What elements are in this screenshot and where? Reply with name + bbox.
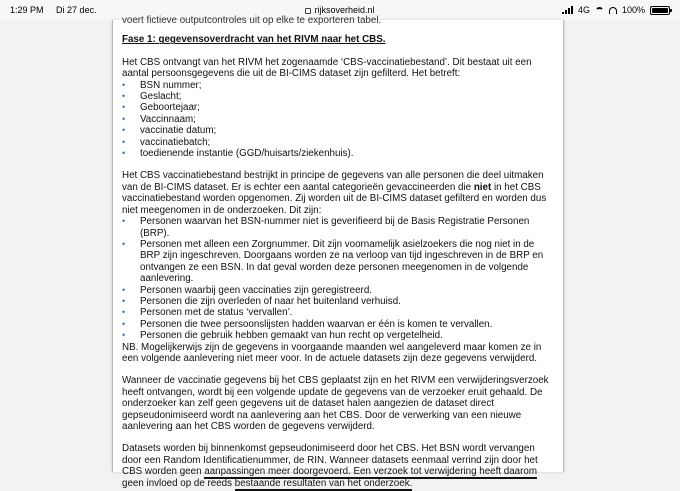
pseudonymisation-paragraph bbox=[122, 443, 555, 489]
list-item: • Personen die zijn overleden of naar het buitenland verhuisd. bbox=[122, 296, 555, 307]
pseudonymisation-text-1: Datasets worden bij binnenkomst gepseudonimiseerd door het CBS. Het BSN wordt vervangen door een Random Identificatienummer, de RIN. Wanneer datasets eenmaal verrind zijn door het CBS worden geen bbox=[122, 443, 538, 478]
note-paragraph: NB. Mogelijkerwijs zijn de gegevens in voorgaande maanden wel aangeleverd maar komen ze in een volgende aanlevering niet meer voor. In de actuele datasets zijn deze gegevens verwijderd. bbox=[122, 341, 542, 364]
list-item: • vaccinatiebatch; bbox=[122, 137, 555, 148]
intro-paragraph: Het CBS ontvangt van het RIVM het zogenaamde ‘CBS-vaccinatiebestand’. Dit bestaat uit een aantal persoonsgegevens die uit de BI-CIMS dataset zijn gefilterd. Het betreft: bbox=[122, 56, 532, 80]
exclusion-text-1: Het CBS vaccinatiebestand bestrijkt in principe de gegevens van alle personen die deel uitmaken van de BI-CIMS dataset. Er is echter een aantal categorieën gevaccineerden die bbox=[122, 170, 544, 193]
cellular-signal-icon bbox=[562, 6, 573, 14]
headphones-icon bbox=[609, 7, 617, 14]
battery-icon bbox=[650, 6, 670, 15]
section-heading: Fase 1: gegevensoverdracht van het RIVM naar het CBS. bbox=[122, 34, 386, 46]
list-item: • Vaccinnaam; bbox=[122, 114, 555, 125]
list-item: • Personen met de status ‘vervallen’. bbox=[122, 307, 555, 318]
cut-off-text-line: voert fictieve outputcontroles uit op elke te exporteren tabel. bbox=[122, 15, 382, 26]
list-item: • BSN nummer; bbox=[122, 80, 555, 91]
status-time: 1:29 PM bbox=[10, 5, 44, 15]
pseudonymisation-text-2: geen invloed op de reeds bbox=[122, 477, 235, 489]
exclusion-paragraph bbox=[122, 170, 555, 216]
underlined-text-2: bestaande resultaten van het onderzoek. bbox=[234, 477, 413, 489]
list-item: • Personen waarbij geen vaccinaties zijn geregistreerd. bbox=[122, 285, 555, 296]
lock-icon bbox=[305, 8, 311, 14]
list-item: • toedienende instantie (GGD/huisarts/ziekenhuis). bbox=[122, 148, 555, 159]
list-item: • vaccinatie datum; bbox=[122, 125, 555, 136]
list-item: • Personen die twee persoonslijsten hadden waarvan er één is komen te vervallen. bbox=[122, 319, 555, 330]
document-content bbox=[113, 15, 563, 489]
exclusion-text-2: in het CBS vaccinatiebestand worden opgenomen. Zij worden uit de BI-CIMS dataset gefilterd en worden dus niet meegenomen in de onderzoeken. Dit zijn: bbox=[122, 181, 547, 216]
battery-percent: 100% bbox=[621, 5, 645, 15]
underlined-text-1: aanpassingen meer doorgevoerd. Een verzoek tot verwijdering heeft daarom bbox=[204, 466, 537, 478]
wifi-icon bbox=[595, 7, 604, 14]
status-bar-right bbox=[562, 0, 670, 20]
battery-fill bbox=[652, 8, 668, 13]
document-page[interactable] bbox=[112, 15, 564, 489]
url-text: rijksoverheid.nl bbox=[314, 5, 375, 15]
data-fields-list bbox=[122, 80, 555, 160]
list-item: • Geslacht; bbox=[122, 91, 555, 102]
list-item: • Personen met alleen een Zorgnummer. Dit zijn voornamelijk asielzoekers die nog niet in de BRP zijn ingeschreven. Doorgaans worden ze na verloop van tijd ingeschreven in de BRP en ontvangen ze een BSN. In dat geval worden deze personen meegenomen in de volgende aanlevering. bbox=[122, 239, 555, 285]
list-item: • Personen die gebruik hebben gemaakt van hun recht op vergetelheid. bbox=[122, 330, 555, 341]
network-type: 4G bbox=[577, 5, 590, 15]
excluded-persons-list bbox=[122, 216, 555, 341]
status-date: Di 27 dec. bbox=[56, 5, 97, 15]
emphasis-niet: niet bbox=[473, 181, 492, 193]
list-item: • Geboortejaar; bbox=[122, 102, 555, 113]
removal-paragraph: Wanneer de vaccinatie gegevens bij het CBS geplaatst zijn en het RIVM een verwijderingsverzoek heeft ontvangen, wordt bij een volgende update de gegevens van de verzoeker eruit gehaald. De onderzoeker kan zelf geen gegevens uit de dataset halen aangezien de dataset direct gepseudonimiseerd wordt na aanlevering aan het CBS. Door de verwerking van een nieuwe aanlevering aan het CBS worden de gegevens verwijderd. bbox=[122, 375, 549, 432]
list-item: • Personen waarvan het BSN-nummer niet is geverifieerd bij de Basis Registratie Personen (BRP). bbox=[122, 216, 555, 239]
